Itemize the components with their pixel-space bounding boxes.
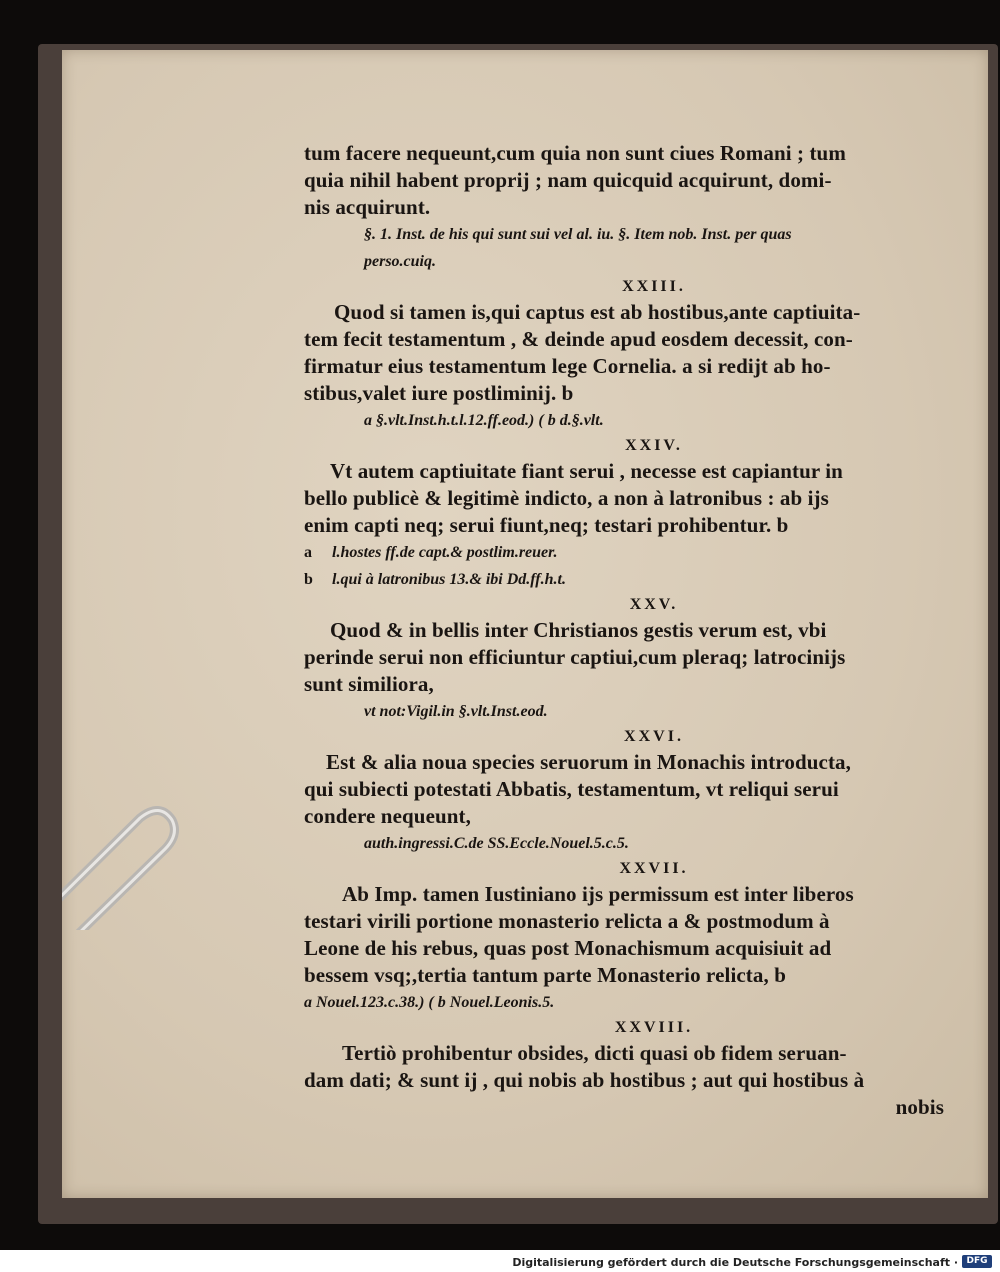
citation: a Nouel.123.c.38.) ( b Nouel.Leonis.5.: [304, 994, 555, 1011]
text-line: testari virili portione monasterio relicta a & postmodum à: [304, 909, 830, 933]
text-line: Quod si tamen is,qui captus est ab hostibus,ante captiuita-: [334, 300, 861, 324]
citation-text: l.hostes ff.de capt.& postlim.reuer.: [332, 544, 558, 561]
funding-notice: Digitalisierung gefördert durch die Deutsche Forschungsgemeinschaft ·: [512, 1256, 958, 1269]
citation-text: l.qui à latronibus 13.& ibi Dd.ff.h.t.: [332, 571, 566, 588]
section-heading: XXV.: [629, 596, 679, 613]
text-line: Tertiò prohibentur obsides, dicti quasi ob fidem seruan-: [342, 1041, 847, 1065]
citation-marker: b: [304, 571, 313, 588]
text-line: Vt autem captiuitate fiant serui , necesse est capiantur in: [330, 459, 843, 483]
section-heading: XXVIII.: [614, 1019, 694, 1036]
section-heading: XXIV.: [625, 437, 683, 454]
paper-clip-icon: [62, 790, 182, 930]
text-line: Ab Imp. tamen Iustiniano ijs permissum est inter liberos: [342, 882, 854, 906]
text-line: condere nequeunt,: [304, 804, 471, 828]
text-line: stibus,valet iure postliminij. b: [304, 381, 574, 405]
text-line: dam dati; & sunt ij , qui nobis ab hostibus ; aut qui hostibus à: [304, 1068, 865, 1092]
catchword: nobis: [895, 1095, 944, 1119]
text-line: tem fecit testamentum , & deinde apud eosdem decessit, con-: [304, 327, 853, 351]
text-line: tum facere nequeunt,cum quia non sunt ciues Romani ; tum: [304, 141, 846, 165]
citation: perso.cuiq.: [364, 253, 436, 270]
section-heading: XXVII.: [619, 860, 689, 877]
text-line: bessem vsq;,tertia tantum parte Monasterio relicta, b: [304, 963, 786, 987]
text-line: quia nihil habent proprij ; nam quicquid acquirunt, domi-: [304, 168, 832, 192]
section-heading: XXVI.: [624, 728, 684, 745]
footer-bar: [0, 1252, 1000, 1272]
text-line: nis acquirunt.: [304, 195, 431, 219]
citation: vt not:Vigil.in §.vlt.Inst.eod.: [364, 703, 548, 720]
citation: a §.vlt.Inst.h.t.l.12.ff.eod.) ( b d.§.vlt.: [364, 412, 604, 429]
text-line: firmatur eius testamentum lege Cornelia. a si redijt ab ho-: [304, 354, 831, 378]
citation: [304, 539, 944, 566]
text-line: enim capti neq; serui fiunt,neq; testari prohibentur. b: [304, 513, 789, 537]
citation-marker: a: [304, 544, 312, 561]
text-line: Leone de his rebus, quas post Monachismum acquisiuit ad: [304, 936, 832, 960]
dfg-logo-icon[interactable]: DFG: [962, 1255, 992, 1268]
text-line: perinde serui non efficiuntur captiui,cum pleraq; latrocinijs: [304, 645, 846, 669]
text-line: sunt similiora,: [304, 672, 434, 696]
document-text: [304, 140, 944, 1121]
citation: auth.ingressi.C.de SS.Eccle.Nouel.5.c.5.: [364, 835, 629, 852]
text-line: qui subiecti potestati Abbatis, testamentum, vt reliqui serui: [304, 777, 839, 801]
citation: [304, 566, 944, 593]
section-heading: XXIII.: [622, 278, 686, 295]
text-line: Quod & in bellis inter Christianos gestis verum est, vbi: [330, 618, 827, 642]
text-line: bello publicè & legitimè indicto, a non à latronibus : ab ijs: [304, 486, 829, 510]
citation: §. 1. Inst. de his qui sunt sui vel al. iu. §. Item nob. Inst. per quas: [364, 226, 792, 243]
text-line: Est & alia noua species seruorum in Monachis introducta,: [326, 750, 851, 774]
